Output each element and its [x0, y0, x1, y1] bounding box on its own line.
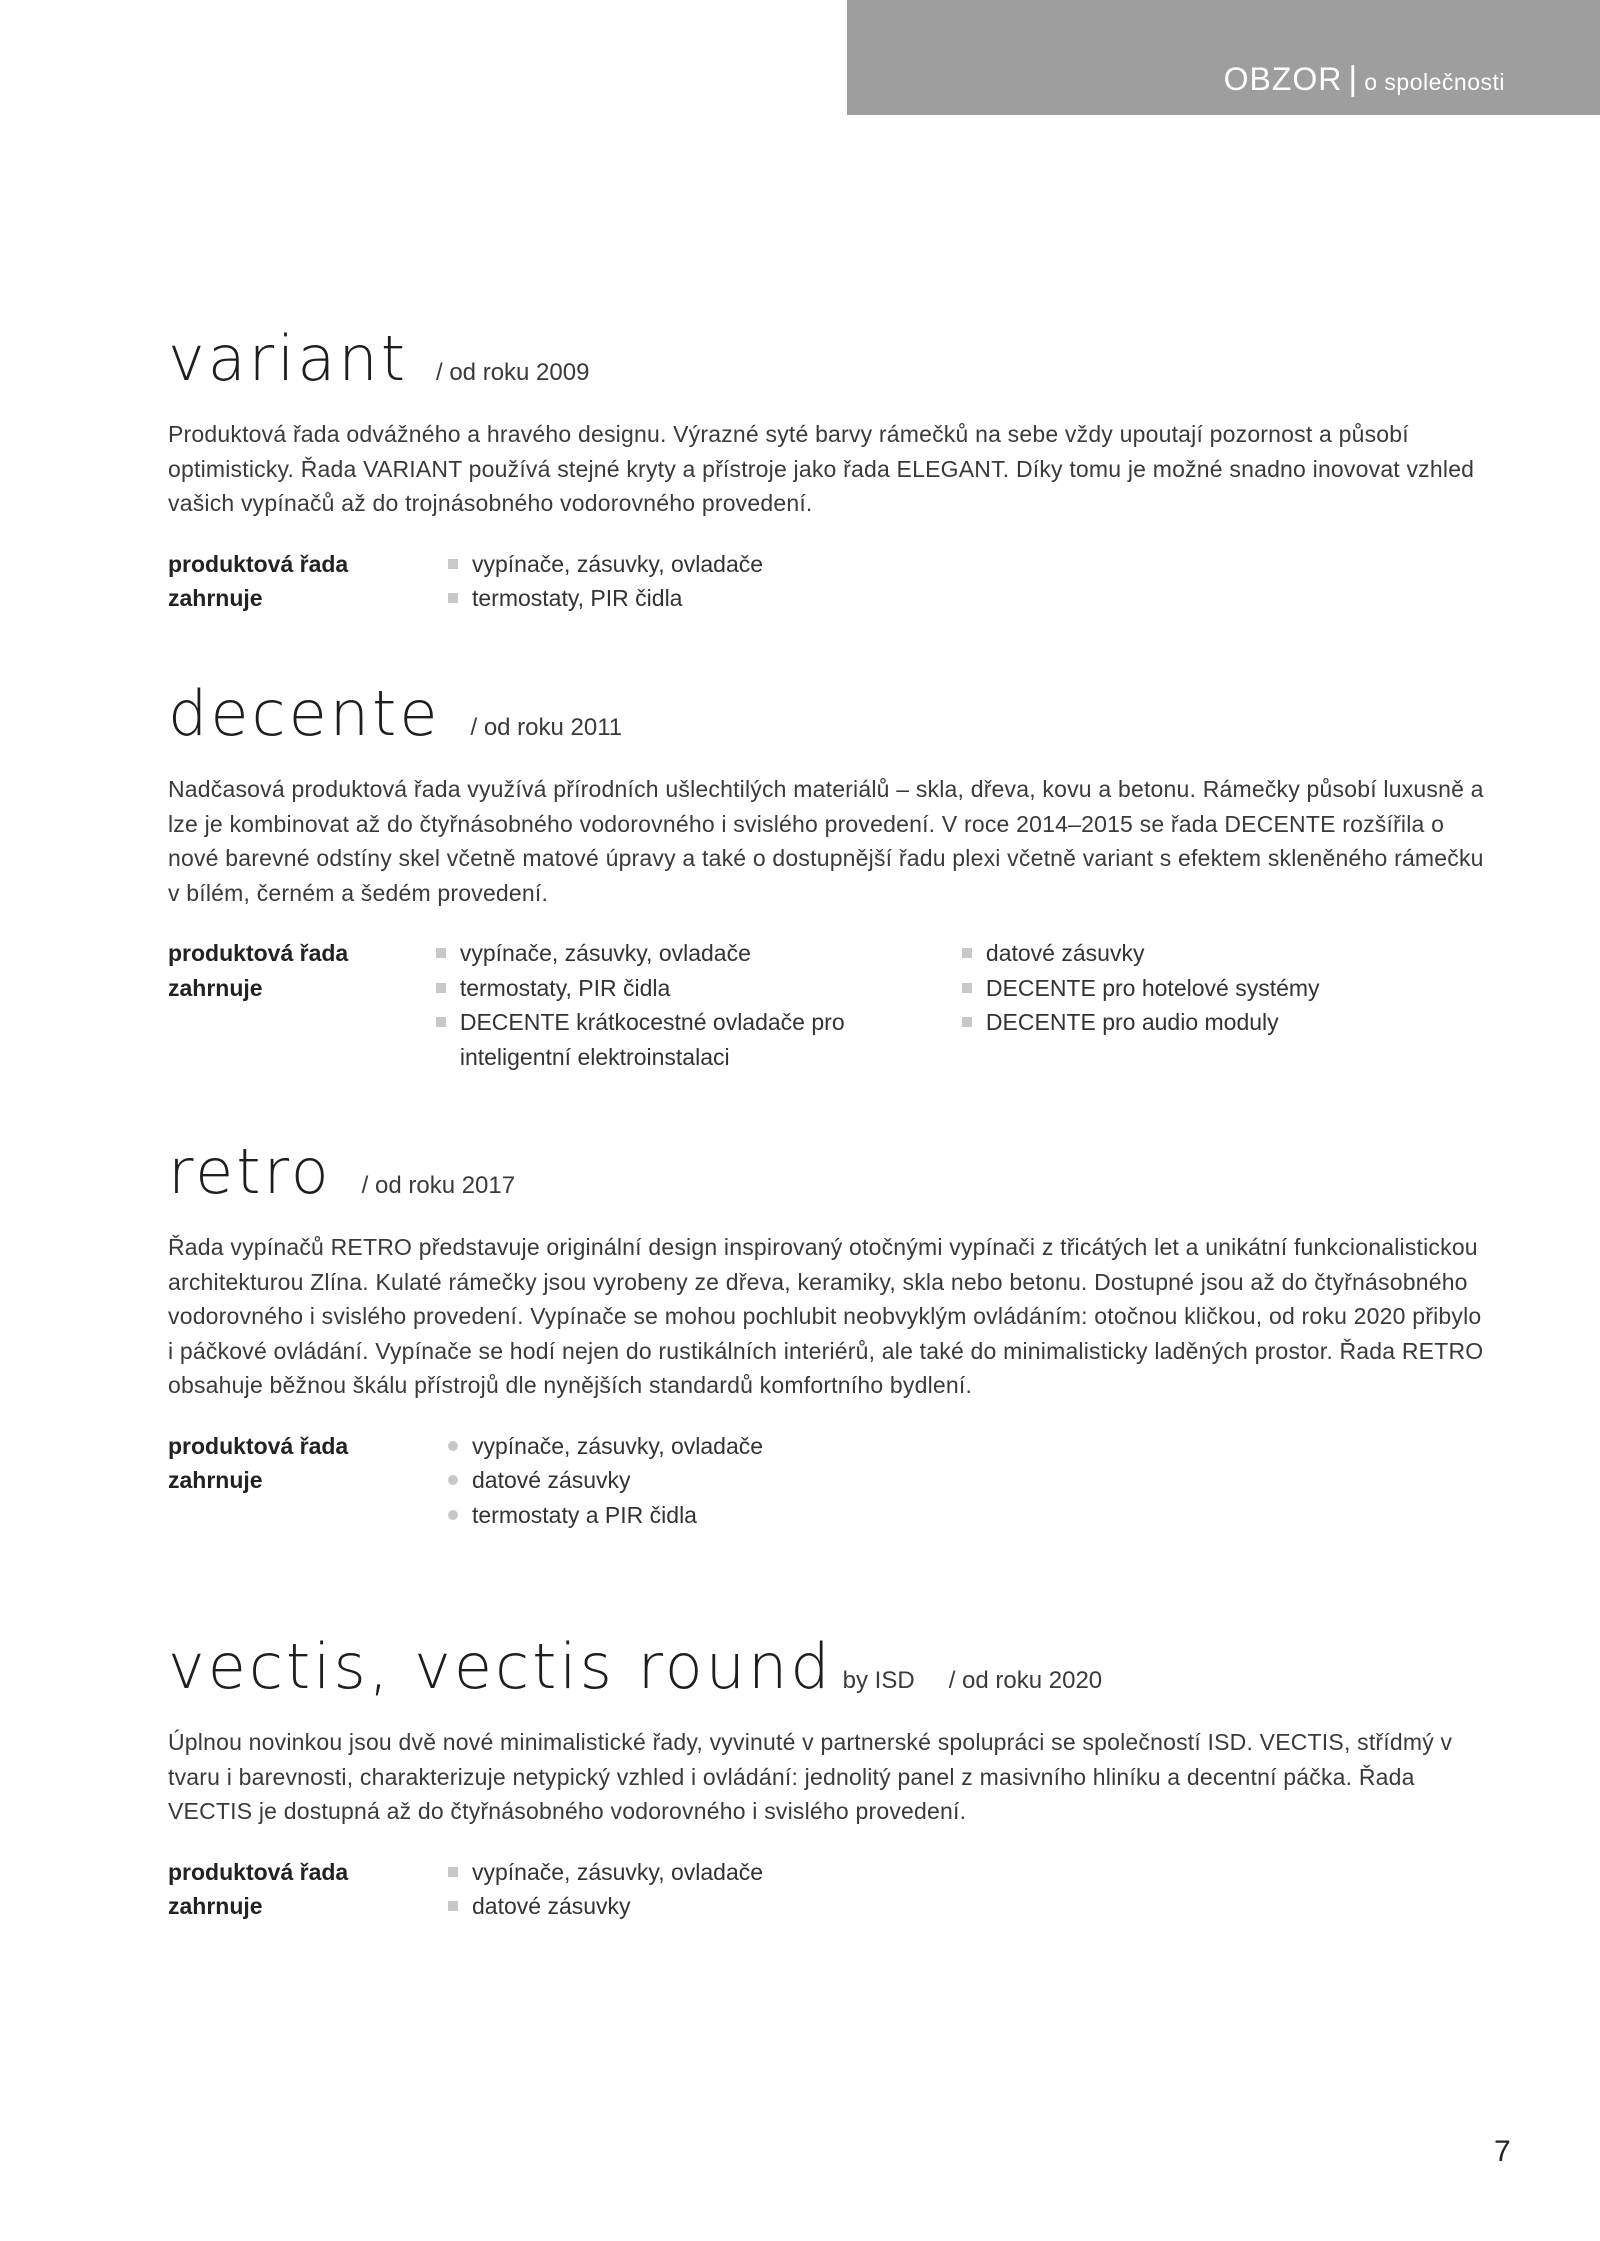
header-banner: [847, 0, 1600, 115]
includes-label: produktová řada zahrnuje: [168, 1858, 349, 1919]
list-item: termostaty, PIR čidla: [448, 581, 998, 616]
list-item: termostaty a PIR čidla: [448, 1498, 998, 1533]
section-by: by ISD: [842, 1667, 915, 1694]
section-description: Produktová řada odvážného a hravého designu. Výrazné syté barvy rámečků na sebe vždy upoutají pozornost a působí optimisticky. Řada VARIANT používá stejné kryty a přístroje jako řada ELEGANT. Díky tomu je možné snadno inovovat vzhled vašich vypínačů až do trojnásobného vodorovného provedení.: [168, 421, 1475, 516]
includes-block: [168, 936, 1488, 1074]
section-description: Řada vypínačů RETRO představuje originální design inspirovaný otočnými vypínači z třicátých let a unikátní funkcionalistickou architekturou Zlína. Kulaté rámečky jsou vyrobeny ze dřeva, keramiky, skla nebo betonu. Dostupné jsou až do čtyřnásobného vodorovného i svislého provedení. Vypínače se mohou pochlubit neobvyklým ovládáním: otočnou kličkou, od roku 2020 přibylo i páčkové ovládání. Vypínače se hodí nejen do rustikálních interiérů, ale také do minimalisticky laděných prostor. Řada RETRO obsahuje běžnou škálu přístrojů dle nynějších standardů komfortního bydlení.: [168, 1234, 1484, 1398]
section-since: / od roku 2011: [470, 714, 623, 741]
includes-label: produktová řada zahrnuje: [168, 1432, 349, 1493]
list-item: datové zásuvky: [448, 1889, 998, 1924]
list-item: DECENTE pro audio moduly: [962, 1005, 1488, 1040]
header-separator: |: [1348, 60, 1359, 98]
section-title-row: [168, 322, 1488, 395]
includes-column: [448, 547, 998, 616]
includes-column: [436, 936, 962, 1074]
includes-column: [448, 1429, 998, 1533]
section-title: variant: [168, 322, 408, 395]
section-description: Úplnou novinkou jsou dvě nové minimalistické řady, vyvinuté v partnerské spolupráci se společností ISD. VECTIS, střídmý v tvaru i barevnosti, charakterizuje netypický vzhled i ovládání: jednolitý panel z masivního hliníku a decentní páčka. Řada VECTIS je dostupná až do čtyřnásobného vodorovného i svislého provedení.: [168, 1729, 1453, 1824]
section-since: / od roku 2020: [948, 1667, 1103, 1694]
list-item: termostaty, PIR čidla: [436, 971, 962, 1006]
section-title-row: [168, 677, 1488, 750]
includes-column-2: [962, 936, 1488, 1074]
includes-label: produktová řada zahrnuje: [168, 940, 349, 1001]
includes-column: [448, 1855, 998, 1924]
section-description: Nadčasová produktová řada využívá přírodních ušlechtilých materiálů – skla, dřeva, kovu a betonu. Rámečky působí luxusně a lze je kombinovat až do čtyřnásobného vodorovného i svislého provedení. V roce 2014–2015 se řada DECENTE rozšířila o nové barevné odstíny skel včetně matové úpravy a také o dostupnější řadu plexi včetně variant s efektem skleněného rámečku v bílém, černém a šedém provedení.: [168, 776, 1484, 906]
list-item: datové zásuvky: [448, 1463, 998, 1498]
list-item: vypínače, zásuvky, ovladače: [448, 1855, 998, 1890]
section-title: vectis, vectis round: [168, 1630, 833, 1703]
section-variant: [168, 322, 1488, 616]
square-bullet-icon: [436, 948, 446, 958]
square-bullet-icon: [448, 559, 458, 569]
square-bullet-icon: [436, 983, 446, 993]
square-bullet-icon: [436, 1017, 446, 1027]
list-item: vypínače, zásuvky, ovladače: [448, 547, 998, 582]
list-item: DECENTE krátkocestné ovladače pro inteligentní elektroinstalaci: [436, 1005, 890, 1074]
square-bullet-icon: [962, 1017, 972, 1027]
includes-label: produktová řada zahrnuje: [168, 550, 349, 611]
list-item: vypínače, zásuvky, ovladače: [436, 936, 962, 971]
section-retro: [168, 1135, 1488, 1532]
section-title-row: [168, 1135, 1488, 1208]
header-title: OBZOR: [1223, 61, 1343, 97]
square-bullet-icon: [448, 593, 458, 603]
includes-block: [168, 1429, 1488, 1533]
round-bullet-icon: [448, 1441, 458, 1451]
section-vectis: [168, 1630, 1488, 1924]
list-item: DECENTE pro hotelové systémy: [962, 971, 1488, 1006]
square-bullet-icon: [448, 1901, 458, 1911]
section-since: / od roku 2009: [436, 359, 590, 386]
includes-block: [168, 547, 1488, 616]
section-title-row: [168, 1630, 1488, 1703]
header-text: [1224, 60, 1505, 99]
list-item: vypínače, zásuvky, ovladače: [448, 1429, 998, 1464]
list-item: datové zásuvky: [962, 936, 1488, 971]
section-decente: [168, 677, 1488, 1074]
square-bullet-icon: [962, 948, 972, 958]
square-bullet-icon: [962, 983, 972, 993]
square-bullet-icon: [448, 1867, 458, 1877]
section-since: / od roku 2017: [361, 1172, 516, 1199]
includes-block: [168, 1855, 1488, 1924]
section-title: retro: [168, 1135, 332, 1208]
header-subtitle: o společnosti: [1364, 69, 1505, 95]
page-number: 7: [1494, 2135, 1511, 2168]
round-bullet-icon: [448, 1475, 458, 1485]
section-title: decente: [168, 677, 441, 750]
round-bullet-icon: [448, 1510, 458, 1520]
